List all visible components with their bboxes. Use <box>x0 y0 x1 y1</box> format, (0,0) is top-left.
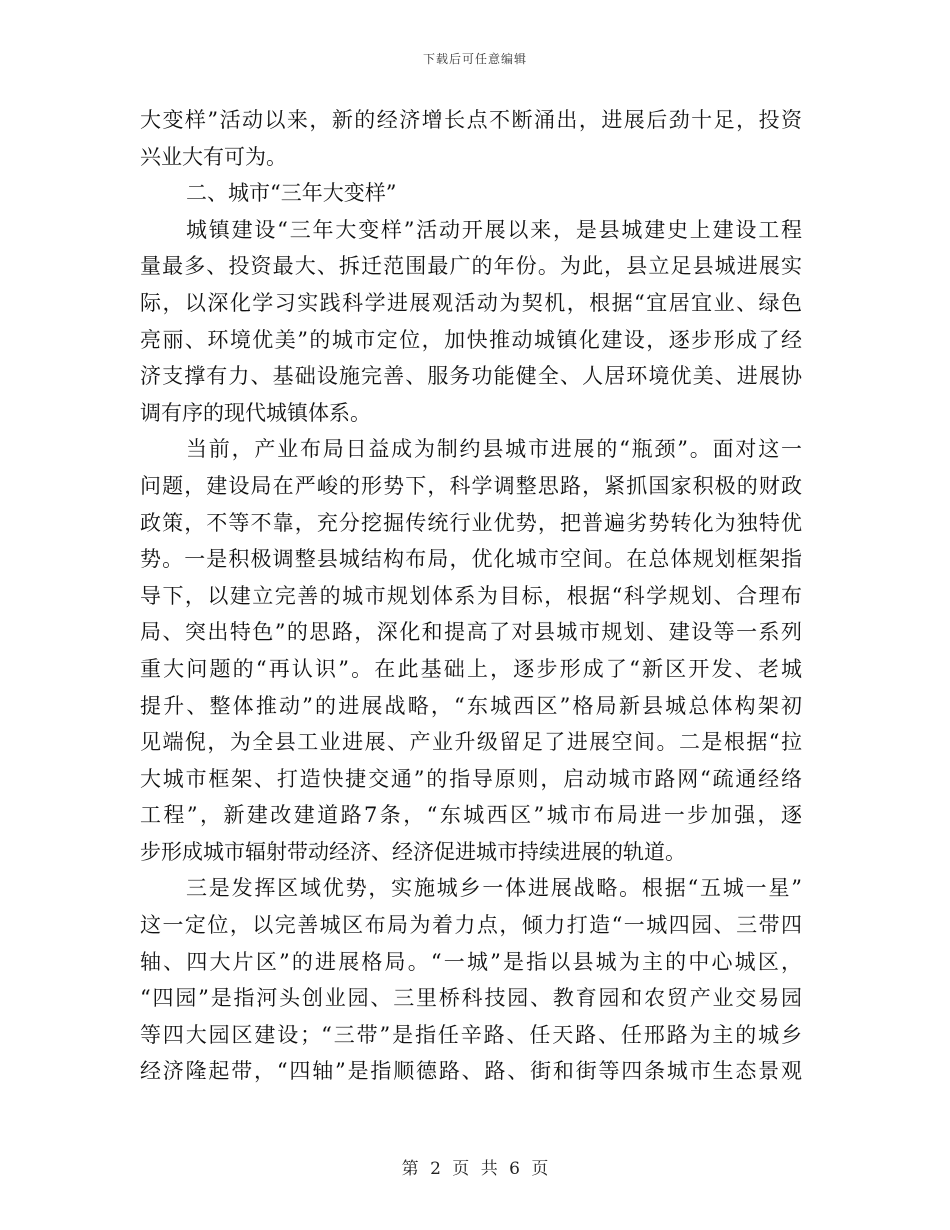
text-line: 等四大园区建设；“三带”是指任辛路、任天路、任邢路为主的城乡 <box>140 1022 802 1047</box>
text-line: 这一定位，以完善城区布局为着力点，倾力打造“一城四园、三带四 <box>140 913 802 938</box>
text-line: 际，以深化学习实践科学进展观活动为契机，根据“宜居宜业、绿色 <box>140 290 802 315</box>
text-line: 步形成城市辐射带动经济、经济促进城市持续进展的轨道。 <box>140 839 686 864</box>
text-line: 问题，建设局在严峻的形势下，科学调整思路，紧抓国家积极的财政 <box>140 473 802 498</box>
text-line: “四园”是指河头创业园、三里桥科技园、教育园和农贸产业交易园 <box>140 986 802 1011</box>
text-line: 量最多、投资最大、拆迁范围最广的年份。为此，县立足县城进展实 <box>140 254 802 279</box>
text-line: 重大问题的“再认识”。在此基础上，逐步形成了“新区开发、老城 <box>140 656 802 681</box>
text-line: 工程”，新建改建道路7条，“东城西区”城市布局进一步加强，逐 <box>140 803 802 828</box>
text-line: 当前，产业布局日益成为制约县城市进展的“瓶颈”。面对这一 <box>186 437 802 462</box>
text-line: 济支撑有力、基础设施完善、服务功能健全、人居环境优美、进展协 <box>140 364 802 389</box>
page-number-footer: 第 2 页 共 6 页 <box>401 1159 549 1179</box>
text-line: 轴、四大片区”的进展格局。“一城”是指以县城为主的中心城区， <box>140 949 802 974</box>
text-line: 经济隆起带，“四轴”是指顺德路、路、街和街等四条城市生态景观 <box>140 1059 802 1084</box>
text-line: 三是发挥区域优势，实施城乡一体进展战略。根据“五城一星” <box>186 876 802 901</box>
text-line: 政策，不等不靠，充分挖掘传统行业优势，把普遍劣势转化为独特优 <box>140 510 802 535</box>
text-line: 见端倪，为全县工业进展、产业升级留足了进展空间。二是根据“拉 <box>140 730 802 755</box>
text-line: 亮丽、环境优美”的城市定位，加快推动城镇化建设，逐步形成了经 <box>140 327 802 352</box>
text-line: 大城市框架、打造快捷交通”的指导原则，启动城市路网“疏通经络 <box>140 766 802 791</box>
text-line: 城镇建设“三年大变样”活动开展以来，是县城建史上建设工程 <box>186 217 802 242</box>
document-body <box>140 102 802 1090</box>
text-line: 导下，以建立完善的城市规划体系为目标，根据“科学规划、合理布 <box>140 583 802 608</box>
section-heading: 二、城市“三年大变样” <box>186 181 397 206</box>
text-line: 提升、整体推动”的进展战略，“东城西区”格局新县城总体构架初 <box>140 693 802 718</box>
page-header-note: 下载后可任意编辑 <box>422 52 527 66</box>
text-line: 局、突出特色”的思路，深化和提高了对县城市规划、建设等一系列 <box>140 620 802 645</box>
text-line: 调有序的现代城镇体系。 <box>140 400 371 425</box>
text-line: 兴业大有可为。 <box>140 144 287 169</box>
text-line: 大变样”活动以来，新的经济增长点不断涌出，进展后劲十足，投资 <box>140 108 802 132</box>
text-line: 势。一是积极调整县城结构布局，优化城市空间。在总体规划框架指 <box>140 547 802 572</box>
